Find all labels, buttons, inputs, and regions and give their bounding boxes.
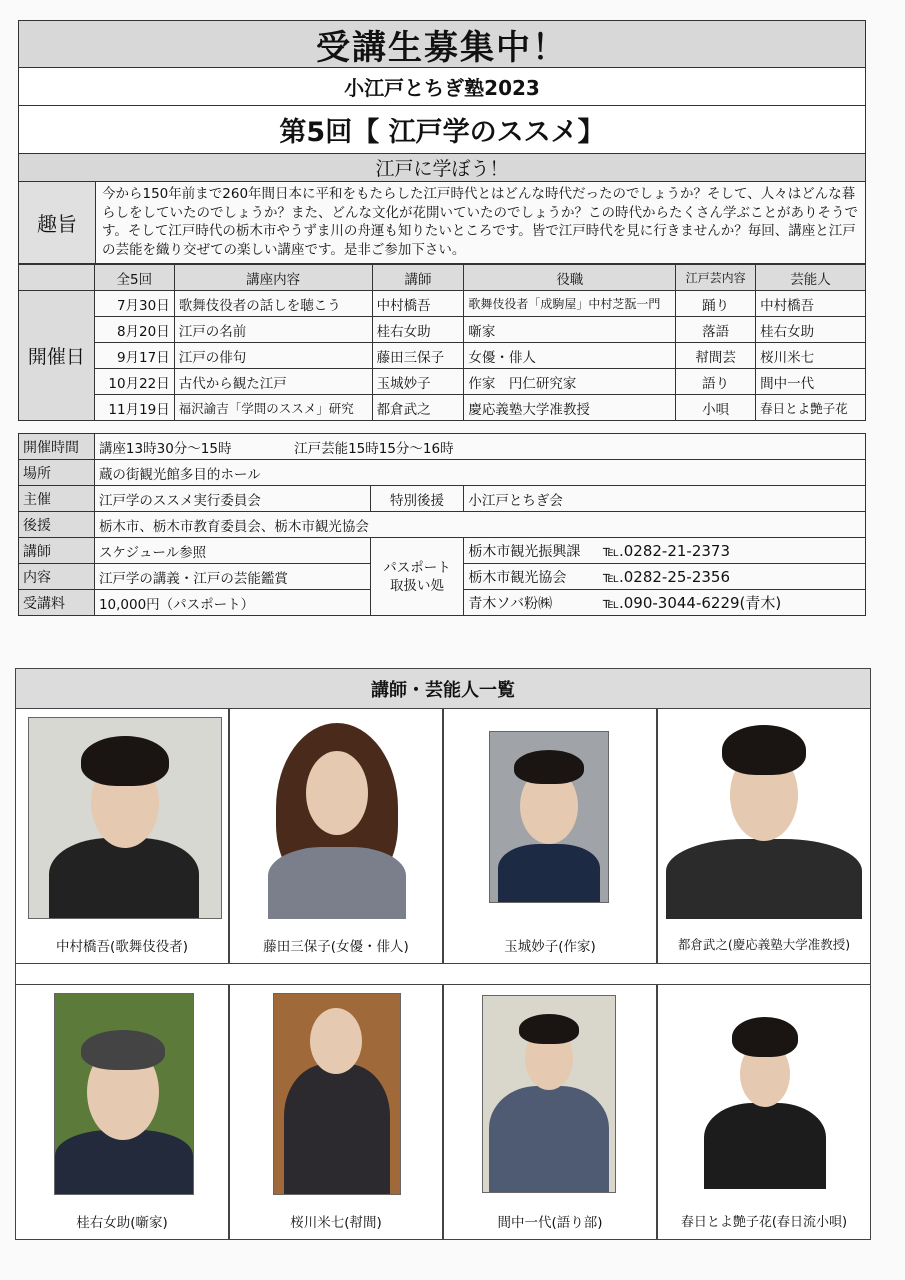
table-row	[19, 395, 866, 421]
lecturer-value: スケジュール参照	[94, 538, 370, 564]
row-position: 歌舞伎役者「成駒屋」中村芝翫一門	[464, 291, 676, 317]
row-content: 歌舞伎役者の話しを聴こう	[174, 291, 372, 317]
person-card	[657, 708, 871, 964]
schedule-label: 開催日	[19, 291, 95, 421]
schedule-table	[18, 264, 866, 421]
passport-label: パスポート	[383, 559, 451, 576]
row-content: 福沢諭吉「学問のススメ」研究	[174, 395, 372, 421]
portrait-photo	[489, 731, 609, 903]
time-art: 江戸芸能15時15分～16時	[294, 440, 454, 457]
row-performer: 春日とよ艶子花	[756, 395, 866, 421]
row-performer: 中村橋吾	[756, 291, 866, 317]
portrait-photo	[273, 993, 401, 1195]
header-art: 江戸芸内容	[676, 265, 756, 291]
person-card	[15, 984, 229, 1240]
person-card	[443, 984, 657, 1240]
portrait-photo	[698, 1011, 832, 1189]
purpose-section	[18, 182, 866, 264]
row-content: 江戸の名前	[174, 317, 372, 343]
person-caption: 春日とよ艶子花(春日流小唄)	[680, 1215, 848, 1230]
time-lecture: 講座13時30分～15時	[98, 440, 232, 457]
outlet-tel: ℡.090-3044-6229(青木)	[602, 594, 782, 612]
row-date: 10月22日	[94, 369, 174, 395]
row-position: 慶応義塾大学准教授	[464, 395, 676, 421]
row-date: 8月20日	[94, 317, 174, 343]
outlet-row	[464, 564, 866, 590]
special-support-value: 小江戸とちぎ会	[464, 486, 866, 512]
person-caption: 玉城妙子(作家)	[504, 939, 596, 955]
schedule-header-row	[19, 265, 866, 291]
row-date: 11月19日	[94, 395, 174, 421]
outlet-tel: ℡.0282-25-2356	[602, 567, 731, 586]
outlet-tel: ℡.0282-21-2373	[602, 541, 731, 560]
fee-label: 受講料	[19, 590, 95, 616]
place-value: 蔵の街観光館多目的ホール	[94, 460, 865, 486]
row-lecturer: 藤田三保子	[372, 343, 464, 369]
table-row	[19, 291, 866, 317]
header-content: 講座内容	[174, 265, 372, 291]
person-card	[657, 984, 871, 1240]
portrait-photo	[262, 719, 412, 919]
row-position: 女優・俳人	[464, 343, 676, 369]
special-support-label: 特別後援	[370, 486, 464, 512]
row-art: 語り	[676, 369, 756, 395]
row-content: 古代から観た江戸	[174, 369, 372, 395]
row-performer: 間中一代	[756, 369, 866, 395]
outlet-name: 青木ソバ粉㈱	[468, 596, 553, 612]
info-table	[18, 433, 866, 616]
row-lecturer: 玉城妙子	[372, 369, 464, 395]
header-count: 全5回	[94, 265, 174, 291]
host-value: 江戸学のススメ実行委員会	[94, 486, 370, 512]
portrait-photo	[28, 717, 222, 919]
row-date: 7月30日	[94, 291, 174, 317]
row-art: 小唄	[676, 395, 756, 421]
row-art: 落語	[676, 317, 756, 343]
portrait-photo	[482, 995, 616, 1193]
outlet-name: 栃木市観光協会	[468, 569, 567, 586]
gallery-title: 講師・芸能人一覧	[16, 669, 870, 710]
person-card	[229, 984, 443, 1240]
table-row	[19, 317, 866, 343]
host-label: 主催	[19, 486, 95, 512]
outlet-row	[464, 538, 866, 564]
person-caption: 間中一代(語り部)	[497, 1215, 603, 1231]
purpose-label: 趣旨	[19, 182, 96, 263]
lecturer-label: 講師	[19, 538, 95, 564]
outlet-name: 栃木市観光振興課	[468, 543, 581, 560]
portrait-photo	[54, 993, 194, 1195]
row-performer: 桜川米七	[756, 343, 866, 369]
header-lecturer: 講師	[372, 265, 464, 291]
fee-value: 10,000円（パスポート）	[94, 590, 370, 616]
row-date: 9月17日	[94, 343, 174, 369]
content-value: 江戸学の講義・江戸の芸能鑑賞	[94, 564, 370, 590]
place-label: 場所	[19, 460, 95, 486]
table-row	[19, 343, 866, 369]
row-lecturer: 桂右女助	[372, 317, 464, 343]
portrait-photo	[666, 719, 862, 919]
header-position: 役職	[464, 265, 676, 291]
time-value	[94, 434, 865, 460]
table-row	[19, 369, 866, 395]
row-content: 江戸の俳句	[174, 343, 372, 369]
person-card	[443, 708, 657, 964]
row-lecturer: 中村橋吾	[372, 291, 464, 317]
session-title: 第5回【 江戸学のススメ】	[18, 106, 866, 154]
time-label: 開催時間	[19, 434, 95, 460]
outlet-label: 取扱い処	[389, 577, 444, 594]
person-card	[15, 708, 229, 964]
header-performer: 芸能人	[756, 265, 866, 291]
purpose-text: 今から150年前まで260年間日本に平和をもたらした江戸時代とはどんな時代だったのでしょうか？そして、人々はどんな暮らしをしていたのでしょうか？また、どんな文化が花開いていたのでしょうか？この時代からたくさん学ぶことがありそうです。そして江戸時代の栃木市やうずま川の舟運も知りたいところです。皆で江戸時代を見に行きませんか？毎回、講座と江戸の芸能を織り交ぜての楽しい講座です。是非ご参加下さい。	[102, 186, 858, 258]
page-title: 受講生募集中！	[18, 20, 866, 68]
person-caption: 桜川米七(幇間)	[290, 1215, 382, 1231]
row-performer: 桂右女助	[756, 317, 866, 343]
person-caption: 藤田三保子(女優・俳人)	[263, 939, 409, 955]
tagline: 江戸に学ぼう！	[18, 154, 866, 182]
row-art: 幇間芸	[676, 343, 756, 369]
content-label: 内容	[19, 564, 95, 590]
person-caption: 桂右女助(噺家)	[76, 1215, 168, 1231]
row-position: 噺家	[464, 317, 676, 343]
program-name: 小江戸とちぎ塾2023	[18, 68, 866, 106]
person-caption: 中村橋吾(歌舞伎役者)	[55, 939, 189, 955]
row-art: 踊り	[676, 291, 756, 317]
person-card	[229, 708, 443, 964]
passport-outlet-label	[370, 538, 464, 616]
support-label: 後援	[19, 512, 95, 538]
row-lecturer: 都倉武之	[372, 395, 464, 421]
person-caption: 都倉武之(慶応義塾大学准教授)	[677, 937, 851, 952]
support-value: 栃木市、栃木市教育委員会、栃木市観光協会	[94, 512, 865, 538]
outlet-row	[464, 590, 866, 616]
row-position: 作家 円仁研究家	[464, 369, 676, 395]
